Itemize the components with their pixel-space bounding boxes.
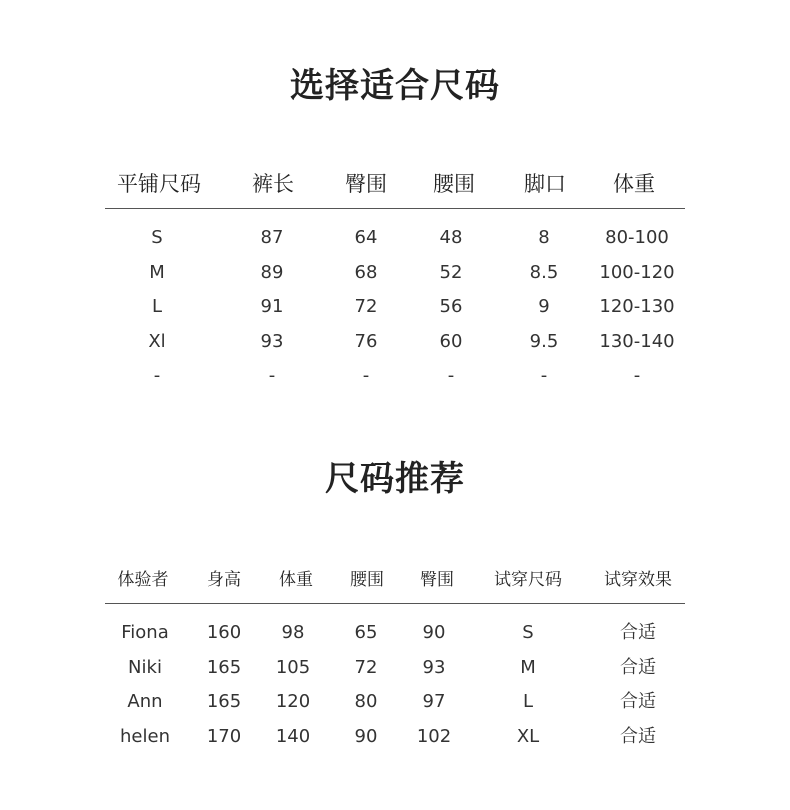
- size-chart-divider: [105, 208, 685, 209]
- table-cell: 80-100: [605, 227, 669, 248]
- table-cell: 合适: [620, 691, 656, 712]
- table-cell: 90: [422, 622, 446, 643]
- table-cell: 165: [206, 691, 242, 712]
- header-cell: 脚口: [524, 172, 566, 196]
- table-cell: 80: [354, 691, 378, 712]
- table-cell: 65: [354, 622, 378, 643]
- table-cell: 合适: [620, 622, 656, 643]
- table-cell: 9: [538, 296, 550, 317]
- table-cell: 160: [206, 622, 242, 643]
- table-cell: 102: [416, 726, 452, 747]
- header-cell: 体重: [279, 570, 313, 590]
- table-cell: 56: [439, 296, 463, 317]
- table-cell: Fiona: [121, 622, 169, 643]
- table-cell: 72: [354, 657, 378, 678]
- table-cell: 165: [206, 657, 242, 678]
- table-cell: 140: [275, 726, 311, 747]
- header-cell: 臀围: [345, 172, 387, 196]
- table-cell: 8: [538, 227, 550, 248]
- table-cell: -: [268, 365, 276, 386]
- table-cell: 合适: [620, 657, 656, 678]
- table-cell: 100-120: [599, 262, 675, 283]
- header-cell: 试穿尺码: [494, 570, 562, 590]
- table-cell: 120-130: [599, 296, 675, 317]
- header-cell: 体重: [613, 172, 655, 196]
- table-cell: 105: [275, 657, 311, 678]
- table-cell: 合适: [620, 726, 656, 747]
- table-cell: helen: [120, 726, 170, 747]
- table-cell: S: [522, 622, 534, 643]
- table-cell: 170: [206, 726, 242, 747]
- table-cell: 68: [354, 262, 378, 283]
- table-cell: 93: [422, 657, 446, 678]
- table-cell: 90: [354, 726, 378, 747]
- table-cell: -: [447, 365, 455, 386]
- table-cell: 98: [281, 622, 305, 643]
- recommendation-divider: [105, 603, 685, 604]
- header-cell: 臀围: [420, 570, 454, 590]
- table-cell: Ann: [127, 691, 163, 712]
- table-cell: 91: [260, 296, 284, 317]
- table-cell: 120: [275, 691, 311, 712]
- table-cell: 64: [354, 227, 378, 248]
- table-cell: 9.5: [529, 331, 559, 352]
- header-cell: 平铺尺码: [117, 172, 201, 196]
- table-cell: 72: [354, 296, 378, 317]
- table-cell: Xl: [148, 331, 166, 352]
- header-cell: 试穿效果: [604, 570, 672, 590]
- table-cell: -: [633, 365, 641, 386]
- table-cell: -: [362, 365, 370, 386]
- table-cell: 87: [260, 227, 284, 248]
- table-cell: 97: [422, 691, 446, 712]
- header-cell: 腰围: [350, 570, 384, 590]
- table-cell: 93: [260, 331, 284, 352]
- header-cell: 腰围: [433, 172, 475, 196]
- table-cell: 8.5: [529, 262, 559, 283]
- table-cell: 52: [439, 262, 463, 283]
- table-cell: 130-140: [599, 331, 675, 352]
- table-cell: Niki: [128, 657, 162, 678]
- table-cell: L: [151, 296, 163, 317]
- table-cell: 60: [439, 331, 463, 352]
- table-cell: 48: [439, 227, 463, 248]
- table-cell: -: [540, 365, 548, 386]
- table-cell: S: [151, 227, 163, 248]
- table-cell: 89: [260, 262, 284, 283]
- header-cell: 体验者: [117, 570, 169, 590]
- size-chart-title: 选择适合尺码: [290, 66, 500, 106]
- table-cell: 76: [354, 331, 378, 352]
- table-cell: XL: [516, 726, 540, 747]
- recommendation-title: 尺码推荐: [325, 459, 465, 499]
- table-cell: -: [153, 365, 161, 386]
- header-cell: 裤长: [252, 172, 294, 196]
- table-cell: L: [522, 691, 534, 712]
- header-cell: 身高: [207, 570, 241, 590]
- table-cell: M: [520, 657, 536, 678]
- table-cell: M: [149, 262, 165, 283]
